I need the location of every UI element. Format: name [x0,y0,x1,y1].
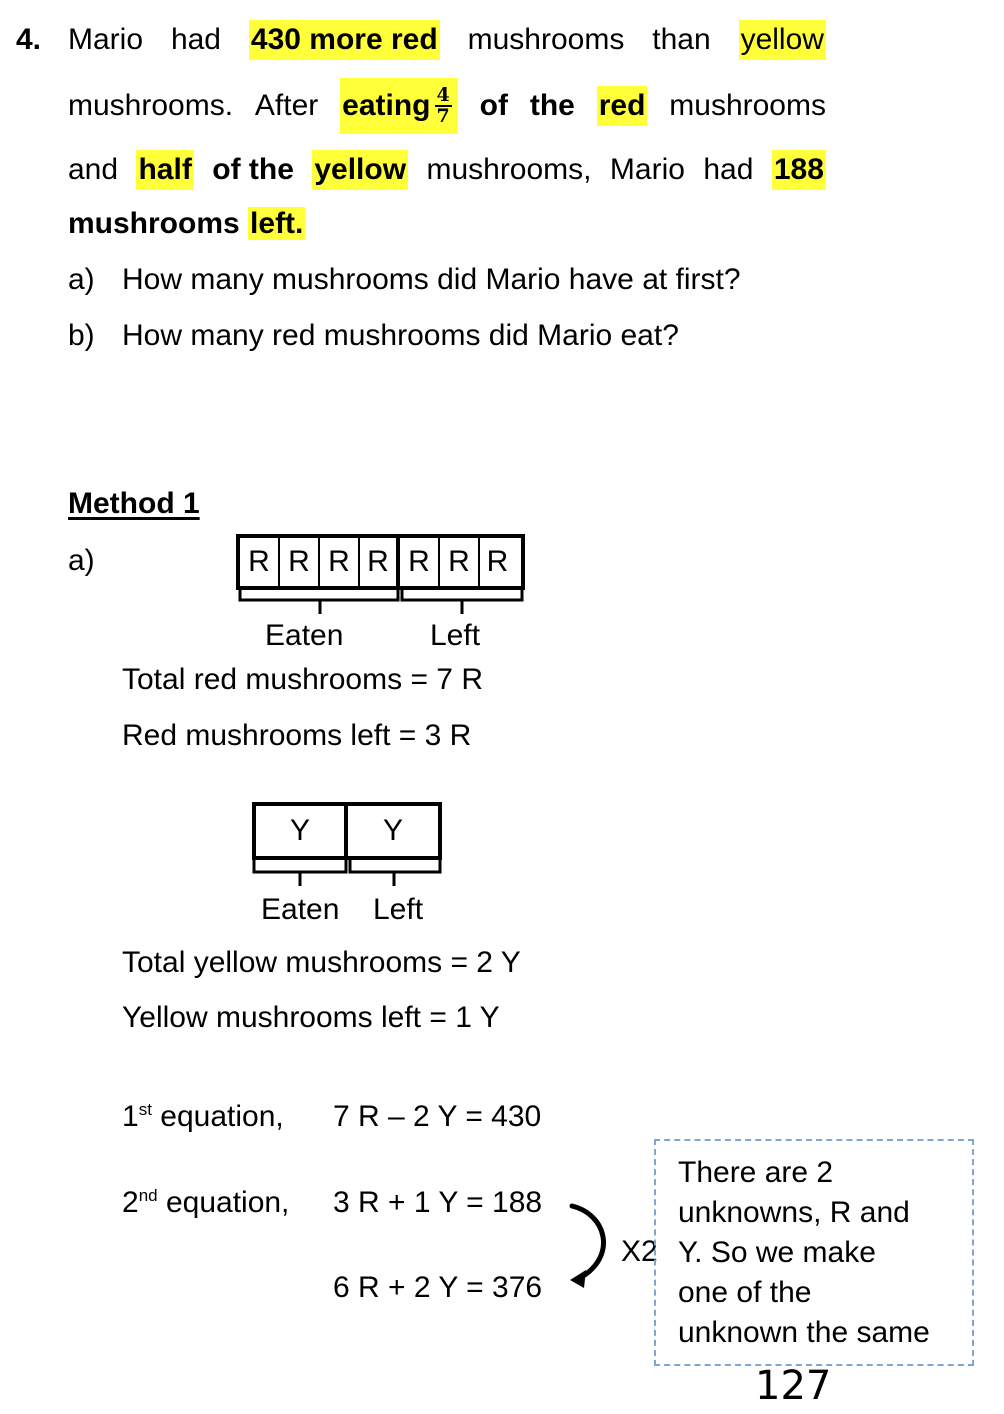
yellow-eaten-label: Eaten [261,893,340,926]
yellow-bar-model [252,802,442,860]
part-b-label: b) [68,319,95,352]
question-line-2: mushrooms. After eating $\frac{4}{7}$ of the red mushrooms [68,78,826,134]
yellow-bar-braces [246,856,450,892]
question-line-1: Mario had 430 more red mushrooms than yellow [68,20,826,60]
red-eaten-label: Eaten [265,619,344,652]
question-line-3: and half of the yellow mushrooms, Mario had 188 [68,150,826,190]
part-a-label: a) [68,263,95,296]
question-number: 4. [16,23,42,56]
highlight-half: half [136,150,193,190]
equation-3: 6 R + 2 Y = 376 [333,1271,543,1304]
red-bar-braces [230,584,534,620]
yellow-left-text: Yellow mushrooms left = 1 Y [122,1001,500,1034]
red-unit: R [240,538,280,586]
yellow-total-text: Total yellow mushrooms = 2 Y [122,946,521,979]
part-b-question: How many red mushrooms did Mario eat? [122,319,679,352]
method-part-a-label: a) [68,544,95,577]
highlight-left: left. [250,207,304,240]
eaten-brace [254,860,346,886]
note-line: unknowns, R and [678,1196,910,1229]
part-a-question: How many mushrooms did Mario have at first? [122,263,741,296]
red-unit: R [440,538,480,586]
yellow-unit: Y [382,814,403,847]
method-title: Method 1 [68,487,200,520]
equation-1: 7 R – 2 Y = 430 [333,1100,542,1133]
red-unit: R [360,538,400,586]
red-bar-model [236,534,525,590]
highlight-188: 188 [772,150,826,190]
note-line: There are 2 [678,1156,834,1189]
left-brace [402,588,522,614]
note-line: unknown the same [678,1316,930,1349]
eaten-brace [240,588,398,614]
note-box [654,1139,974,1366]
highlight-yellow: yellow [739,20,826,60]
curved-arrow-icon [566,1192,622,1296]
highlight-yellow-2: yellow [312,150,408,190]
left-brace [350,860,440,886]
highlight-red: red [597,86,648,126]
highlight-eating-fraction: eating $\frac{4}{7}$ [340,78,458,134]
red-left-label: Left [430,619,481,652]
multiplier-label: X2 [621,1235,658,1268]
highlight-430-more-red: 430 more red [249,20,440,60]
yellow-unit: Y [256,806,348,856]
fraction-four-sevenths: $\frac{4}{7}$ [436,84,450,127]
red-unit: R [280,538,320,586]
page-number: 127 [755,1363,832,1409]
question-line-4: mushrooms left. [68,207,304,240]
equation-1-label: 1st equation, [122,1100,284,1133]
red-unit: R [400,538,440,586]
red-unit: R [320,538,360,586]
yellow-left-label: Left [373,893,424,926]
equation-2-label: 2nd equation, [122,1186,290,1219]
red-unit: R [486,545,509,578]
note-line: one of the [678,1276,812,1309]
equation-2: 3 R + 1 Y = 188 [333,1186,543,1219]
red-left-text: Red mushrooms left = 3 R [122,719,472,752]
note-line: Y. So we make [678,1236,876,1269]
red-total-text: Total red mushrooms = 7 R [122,663,483,696]
